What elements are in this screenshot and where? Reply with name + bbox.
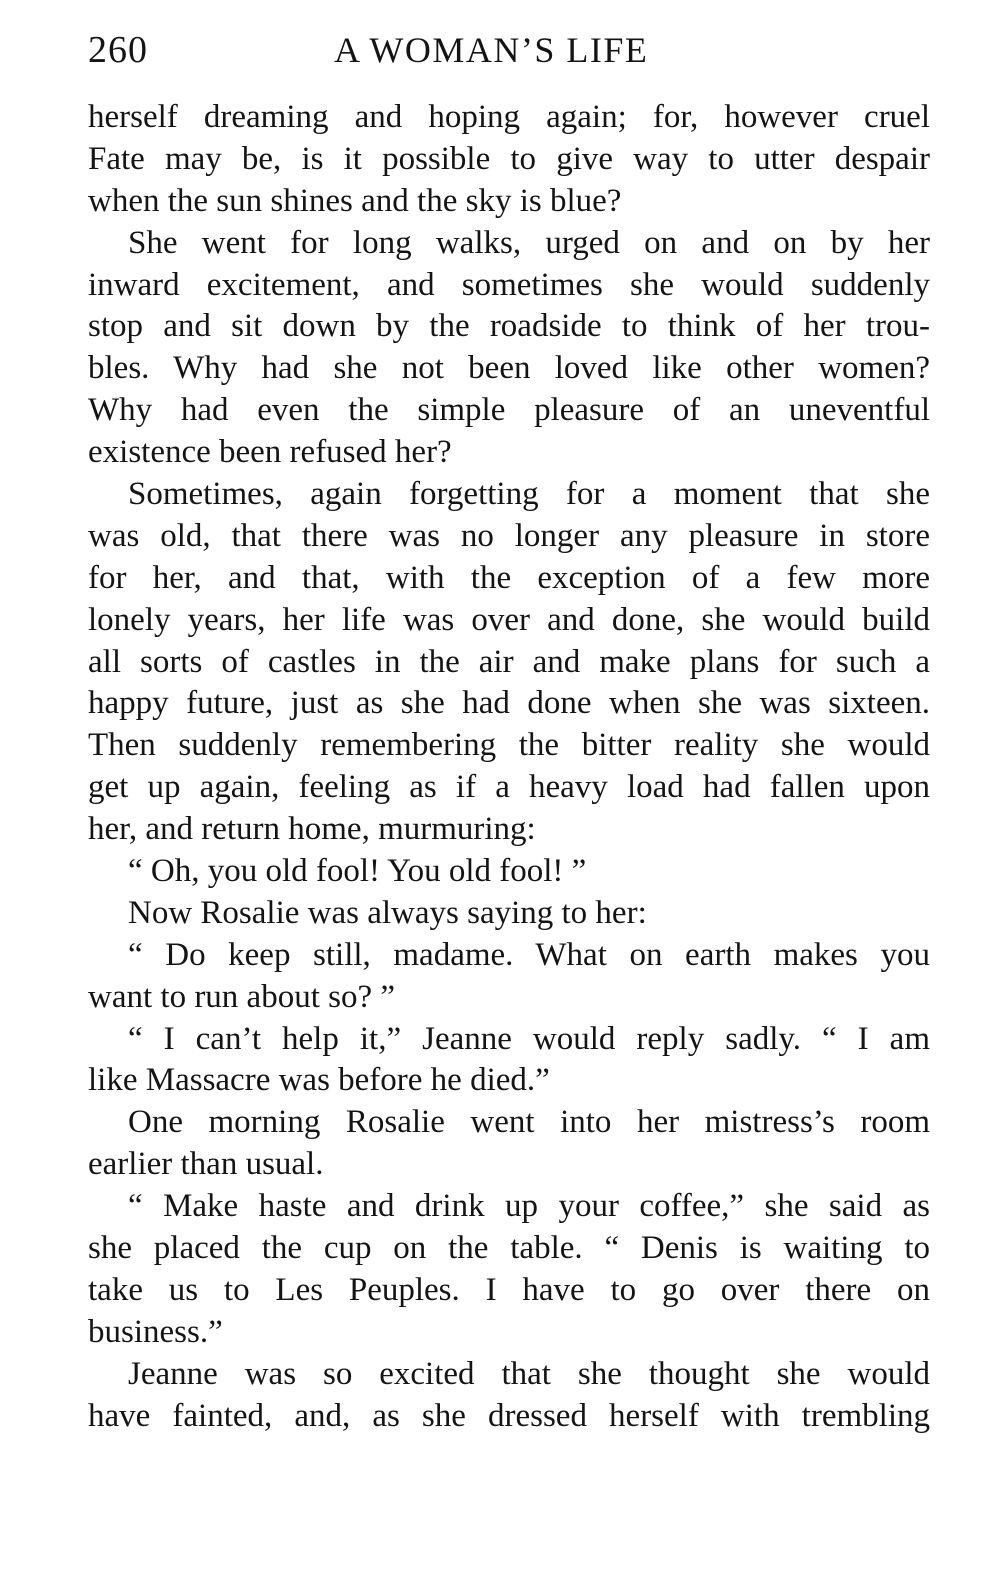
text-line: all sorts of castles in the air and make plans for such a xyxy=(88,643,930,680)
text-line: earlier than usual. xyxy=(88,1146,324,1183)
text-line: was old, that there was no longer any pleasure in store xyxy=(88,517,930,554)
text-line: Sometimes, again forgetting for a moment that she xyxy=(128,476,930,513)
text-line: lonely years, her life was over and done, she would build xyxy=(88,601,930,638)
running-head xyxy=(88,22,930,78)
text-line: Fate may be, is it possible to give way to utter despair xyxy=(88,140,930,177)
text-line: Jeanne was so excited that she thought she would xyxy=(128,1355,930,1392)
text-line: stop and sit down by the roadside to think of her trou- xyxy=(88,308,930,345)
text-line: take us to Les Peuples. I have to go over there on xyxy=(88,1271,930,1308)
text-line: existence been refused her? xyxy=(88,434,452,471)
running-title: A WOMAN’S LIFE xyxy=(334,30,649,70)
text-line: “ Do keep still, madame. What on earth makes you xyxy=(128,936,930,973)
text-line: Then suddenly remembering the bitter reality she would xyxy=(88,727,930,764)
body-text xyxy=(88,97,930,1438)
text-line: like Massacre was before he died.” xyxy=(88,1062,550,1099)
text-line: Now Rosalie was always saying to her: xyxy=(128,894,647,931)
text-line: One morning Rosalie went into her mistress’s room xyxy=(128,1104,930,1141)
text-line: have fainted, and, as she dressed herself with trembling xyxy=(88,1397,930,1434)
text-line: bles. Why had she not been loved like other women? xyxy=(88,350,930,387)
text-line: for her, and that, with the exception of a few more xyxy=(88,559,930,596)
text-line: “ Oh, you old fool! You old fool! ” xyxy=(128,853,587,890)
text-line: “ Make haste and drink up your coffee,” she said as xyxy=(128,1188,930,1225)
text-line: her, and return home, murmuring: xyxy=(88,811,536,848)
text-line: she placed the cup on the table. “ Denis is waiting to xyxy=(88,1230,930,1267)
page-number: 260 xyxy=(88,29,148,71)
text-line: “ I can’t help it,” Jeanne would reply sadly. “ I am xyxy=(128,1020,930,1057)
text-line: business.” xyxy=(88,1313,223,1350)
text-line: when the sun shines and the sky is blue? xyxy=(88,182,622,219)
text-line: herself dreaming and hoping again; for, however cruel xyxy=(88,99,930,135)
text-line: happy future, just as she had done when she was sixteen. xyxy=(88,685,930,722)
text-line: get up again, feeling as if a heavy load had fallen upon xyxy=(88,769,930,806)
text-line: She went for long walks, urged on and on by her xyxy=(128,224,930,261)
text-line: want to run about so? ” xyxy=(88,978,396,1015)
text-line: Why had even the simple pleasure of an uneventful xyxy=(88,392,930,429)
text-line: inward excitement, and sometimes she would suddenly xyxy=(88,266,930,303)
